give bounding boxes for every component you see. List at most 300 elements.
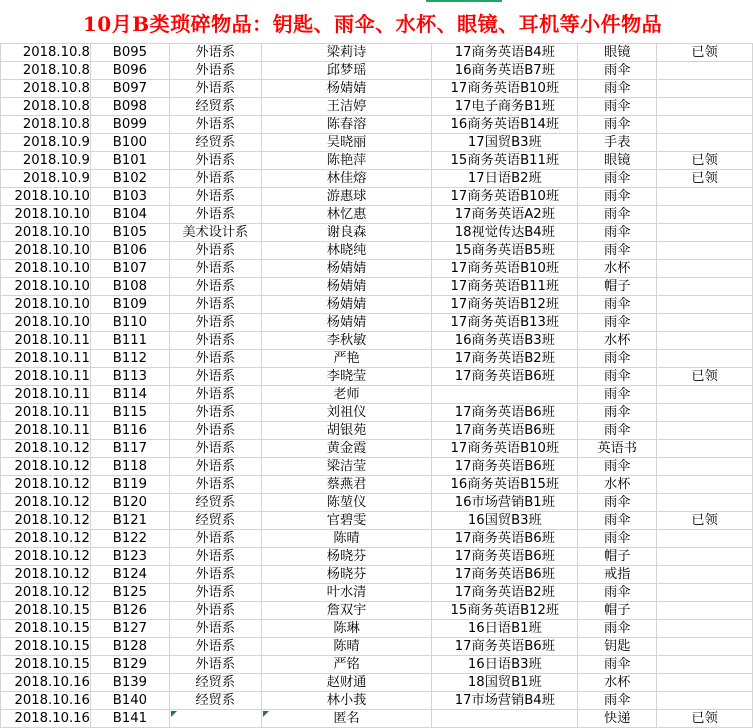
cell-item[interactable]: 眼镜 bbox=[578, 44, 657, 62]
cell-code[interactable]: B114 bbox=[90, 386, 169, 404]
cell-date[interactable]: 2018.10.12 bbox=[1, 548, 91, 566]
table-row bbox=[1, 242, 753, 260]
cell-date[interactable]: 2018.10.16 bbox=[1, 674, 91, 692]
cell-name[interactable]: 吴晓丽 bbox=[261, 134, 432, 152]
cell-date[interactable]: 2018.10.12 bbox=[1, 440, 91, 458]
cell-date[interactable]: 2018.10.16 bbox=[1, 710, 91, 728]
cell-code[interactable]: B139 bbox=[90, 674, 169, 692]
cell-class[interactable]: 15商务英语B5班 bbox=[432, 242, 578, 260]
cell-class[interactable]: 17电子商务B1班 bbox=[432, 98, 578, 116]
cell-status[interactable] bbox=[657, 62, 753, 80]
cell-code[interactable]: B106 bbox=[90, 242, 169, 260]
cell-code[interactable]: B112 bbox=[90, 350, 169, 368]
cell-class[interactable]: 16日语B3班 bbox=[432, 656, 578, 674]
cell-date[interactable]: 2018.10.11 bbox=[1, 350, 91, 368]
cell-status[interactable] bbox=[657, 530, 753, 548]
cell-dept[interactable]: 外语系 bbox=[169, 476, 261, 494]
sheet-title: 10月B类琐碎物品：钥匙、雨伞、水杯、眼镜、耳机等小件物品 bbox=[82, 12, 663, 36]
cell-dept[interactable]: 经贸系 bbox=[169, 134, 261, 152]
cell-status[interactable] bbox=[657, 242, 753, 260]
cell-name[interactable]: 李晓莹 bbox=[261, 368, 432, 386]
cell-date[interactable]: 2018.10.11 bbox=[1, 332, 91, 350]
cell-date[interactable]: 2018.10.11 bbox=[1, 368, 91, 386]
cell-status[interactable] bbox=[657, 620, 753, 638]
cell-name[interactable]: 杨婧婧 bbox=[261, 278, 432, 296]
cell-code[interactable]: B102 bbox=[90, 170, 169, 188]
cell-code[interactable]: B125 bbox=[90, 584, 169, 602]
cell-class[interactable]: 16商务英语B7班 bbox=[432, 62, 578, 80]
cell-code[interactable]: B097 bbox=[90, 80, 169, 98]
cell-dept[interactable] bbox=[169, 710, 261, 728]
cell-item[interactable]: 雨伞 bbox=[578, 350, 657, 368]
cell-dept[interactable]: 外语系 bbox=[169, 170, 261, 188]
cell-dept[interactable]: 外语系 bbox=[169, 404, 261, 422]
cell-dept[interactable]: 外语系 bbox=[169, 368, 261, 386]
cell-name[interactable]: 邱梦瑶 bbox=[261, 62, 432, 80]
cell-item[interactable]: 手表 bbox=[578, 134, 657, 152]
cell-name[interactable]: 林佳熔 bbox=[261, 170, 432, 188]
cell-date[interactable]: 2018.10.12 bbox=[1, 494, 91, 512]
cell-item[interactable]: 帽子 bbox=[578, 602, 657, 620]
cell-class[interactable]: 17商务英语B10班 bbox=[432, 260, 578, 278]
cell-date[interactable]: 2018.10.10 bbox=[1, 260, 91, 278]
cell-dept[interactable]: 外语系 bbox=[169, 242, 261, 260]
cell-date[interactable]: 2018.10.16 bbox=[1, 692, 91, 710]
cell-class[interactable]: 17日语B2班 bbox=[432, 170, 578, 188]
cell-date[interactable]: 2018.10.12 bbox=[1, 566, 91, 584]
cell-date[interactable]: 2018.10.8 bbox=[1, 98, 91, 116]
cell-status[interactable] bbox=[657, 206, 753, 224]
cell-class[interactable]: 17商务英语B6班 bbox=[432, 404, 578, 422]
cell-name[interactable]: 匿名 bbox=[261, 710, 432, 728]
cell-name[interactable]: 蔡燕君 bbox=[261, 476, 432, 494]
cell-status[interactable] bbox=[657, 422, 753, 440]
cell-status[interactable] bbox=[657, 332, 753, 350]
table-row bbox=[1, 404, 753, 422]
cell-item[interactable]: 雨伞 bbox=[578, 458, 657, 476]
cell-name[interactable]: 林小莪 bbox=[261, 692, 432, 710]
cell-code[interactable]: B108 bbox=[90, 278, 169, 296]
cell-status[interactable]: 已领 bbox=[657, 368, 753, 386]
table-row bbox=[1, 314, 753, 332]
cell-name[interactable]: 谢良森 bbox=[261, 224, 432, 242]
cell-dept[interactable]: 外语系 bbox=[169, 152, 261, 170]
cell-date[interactable]: 2018.10.9 bbox=[1, 170, 91, 188]
cell-date[interactable]: 2018.10.10 bbox=[1, 188, 91, 206]
cell-status[interactable] bbox=[657, 692, 753, 710]
cell-class[interactable]: 17商务英语B6班 bbox=[432, 548, 578, 566]
cell-item[interactable]: 雨伞 bbox=[578, 422, 657, 440]
cell-status[interactable] bbox=[657, 224, 753, 242]
cell-class[interactable]: 17商务英语B10班 bbox=[432, 80, 578, 98]
cell-code[interactable]: B100 bbox=[90, 134, 169, 152]
table-row bbox=[1, 116, 753, 134]
table-row bbox=[1, 584, 753, 602]
cell-code[interactable]: B118 bbox=[90, 458, 169, 476]
cell-name[interactable]: 杨婧婧 bbox=[261, 314, 432, 332]
cell-date[interactable]: 2018.10.12 bbox=[1, 530, 91, 548]
table-row bbox=[1, 440, 753, 458]
cell-item[interactable]: 雨伞 bbox=[578, 404, 657, 422]
cell-item[interactable]: 水杯 bbox=[578, 260, 657, 278]
cell-status[interactable] bbox=[657, 566, 753, 584]
cell-item[interactable]: 帽子 bbox=[578, 548, 657, 566]
cell-date[interactable]: 2018.10.8 bbox=[1, 44, 91, 62]
cell-status[interactable] bbox=[657, 602, 753, 620]
cell-code[interactable]: B127 bbox=[90, 620, 169, 638]
table-row bbox=[1, 476, 753, 494]
cell-item[interactable]: 快递 bbox=[578, 710, 657, 728]
table-row bbox=[1, 710, 753, 728]
cell-dept[interactable]: 外语系 bbox=[169, 656, 261, 674]
cell-class[interactable]: 17商务英语B10班 bbox=[432, 440, 578, 458]
cell-date[interactable]: 2018.10.12 bbox=[1, 458, 91, 476]
cell-status[interactable] bbox=[657, 296, 753, 314]
cell-dept[interactable]: 外语系 bbox=[169, 602, 261, 620]
cell-class[interactable]: 18国贸B1班 bbox=[432, 674, 578, 692]
table-row bbox=[1, 152, 753, 170]
cell-name[interactable]: 詹双宇 bbox=[261, 602, 432, 620]
cell-date[interactable]: 2018.10.15 bbox=[1, 638, 91, 656]
cell-name[interactable]: 刘祖仪 bbox=[261, 404, 432, 422]
cell-name[interactable]: 梁莉诗 bbox=[261, 44, 432, 62]
cell-name[interactable]: 王洁婷 bbox=[261, 98, 432, 116]
table-row bbox=[1, 494, 753, 512]
cell-date[interactable]: 2018.10.8 bbox=[1, 80, 91, 98]
cell-date[interactable]: 2018.10.10 bbox=[1, 242, 91, 260]
cell-date[interactable]: 2018.10.11 bbox=[1, 422, 91, 440]
cell-date[interactable]: 2018.10.11 bbox=[1, 386, 91, 404]
cell-status[interactable] bbox=[657, 80, 753, 98]
cell-status[interactable]: 已领 bbox=[657, 710, 753, 728]
cell-status[interactable] bbox=[657, 116, 753, 134]
cell-name[interactable]: 杨晓芬 bbox=[261, 548, 432, 566]
cell-name[interactable]: 老师 bbox=[261, 386, 432, 404]
cell-date[interactable]: 2018.10.15 bbox=[1, 602, 91, 620]
cell-date[interactable]: 2018.10.10 bbox=[1, 224, 91, 242]
cell-name[interactable]: 杨婧婧 bbox=[261, 296, 432, 314]
cell-class[interactable]: 17商务英语B10班 bbox=[432, 188, 578, 206]
cell-code[interactable]: B109 bbox=[90, 296, 169, 314]
cell-status[interactable] bbox=[657, 656, 753, 674]
table-row bbox=[1, 386, 753, 404]
cell-dept[interactable]: 外语系 bbox=[169, 314, 261, 332]
cell-dept[interactable]: 外语系 bbox=[169, 548, 261, 566]
cell-status[interactable] bbox=[657, 458, 753, 476]
data-table bbox=[0, 43, 753, 728]
cell-dept[interactable]: 外语系 bbox=[169, 206, 261, 224]
cell-class[interactable]: 17商务英语B6班 bbox=[432, 638, 578, 656]
cell-item[interactable]: 戒指 bbox=[578, 566, 657, 584]
cell-name[interactable]: 林忆惠 bbox=[261, 206, 432, 224]
cell-date[interactable]: 2018.10.8 bbox=[1, 116, 91, 134]
cell-date[interactable]: 2018.10.10 bbox=[1, 314, 91, 332]
cell-status[interactable] bbox=[657, 278, 753, 296]
cell-code[interactable]: B120 bbox=[90, 494, 169, 512]
cell-dept[interactable]: 外语系 bbox=[169, 620, 261, 638]
cell-dept[interactable]: 外语系 bbox=[169, 458, 261, 476]
cell-status[interactable] bbox=[657, 584, 753, 602]
cell-date[interactable]: 2018.10.15 bbox=[1, 656, 91, 674]
cell-dept[interactable]: 外语系 bbox=[169, 80, 261, 98]
cell-class[interactable] bbox=[432, 386, 578, 404]
cell-class[interactable]: 16商务英语B14班 bbox=[432, 116, 578, 134]
cell-code[interactable]: B128 bbox=[90, 638, 169, 656]
cell-name[interactable]: 严艳 bbox=[261, 350, 432, 368]
cell-code[interactable]: B124 bbox=[90, 566, 169, 584]
cell-name[interactable]: 官碧雯 bbox=[261, 512, 432, 530]
cell-name[interactable]: 林晓纯 bbox=[261, 242, 432, 260]
cell-item[interactable]: 雨伞 bbox=[578, 188, 657, 206]
cell-date[interactable]: 2018.10.10 bbox=[1, 296, 91, 314]
cell-item[interactable]: 水杯 bbox=[578, 674, 657, 692]
cell-marker-icon bbox=[263, 711, 269, 717]
cell-status[interactable]: 已领 bbox=[657, 512, 753, 530]
cell-item[interactable]: 雨伞 bbox=[578, 620, 657, 638]
cell-status[interactable] bbox=[657, 98, 753, 116]
cell-class[interactable]: 15商务英语B12班 bbox=[432, 602, 578, 620]
cell-class[interactable]: 16国贸B3班 bbox=[432, 512, 578, 530]
cell-dept[interactable]: 外语系 bbox=[169, 584, 261, 602]
cell-class[interactable]: 18视觉传达B4班 bbox=[432, 224, 578, 242]
cell-class[interactable]: 16商务英语B15班 bbox=[432, 476, 578, 494]
cell-status[interactable] bbox=[657, 404, 753, 422]
cell-status[interactable]: 已领 bbox=[657, 152, 753, 170]
cell-code[interactable]: B096 bbox=[90, 62, 169, 80]
cell-code[interactable]: B099 bbox=[90, 116, 169, 134]
cell-dept[interactable]: 外语系 bbox=[169, 278, 261, 296]
table-row bbox=[1, 458, 753, 476]
cell-code[interactable]: B104 bbox=[90, 206, 169, 224]
cell-status[interactable] bbox=[657, 134, 753, 152]
cell-item[interactable]: 雨伞 bbox=[578, 584, 657, 602]
cell-class[interactable]: 17商务英语B11班 bbox=[432, 278, 578, 296]
cell-name[interactable]: 叶水清 bbox=[261, 584, 432, 602]
cell-item[interactable]: 水杯 bbox=[578, 332, 657, 350]
cell-dept[interactable]: 外语系 bbox=[169, 566, 261, 584]
cell-item[interactable]: 雨伞 bbox=[578, 242, 657, 260]
cell-item[interactable]: 雨伞 bbox=[578, 494, 657, 512]
cell-dept[interactable]: 外语系 bbox=[169, 332, 261, 350]
table-row bbox=[1, 80, 753, 98]
table-row bbox=[1, 206, 753, 224]
table-row bbox=[1, 422, 753, 440]
cell-date[interactable]: 2018.10.12 bbox=[1, 476, 91, 494]
cell-class[interactable]: 16商务英语B3班 bbox=[432, 332, 578, 350]
cell-item[interactable]: 雨伞 bbox=[578, 512, 657, 530]
table-row bbox=[1, 170, 753, 188]
cell-class[interactable]: 17商务英语B6班 bbox=[432, 530, 578, 548]
cell-date[interactable]: 2018.10.12 bbox=[1, 512, 91, 530]
cell-code[interactable]: B116 bbox=[90, 422, 169, 440]
cell-item[interactable]: 雨伞 bbox=[578, 296, 657, 314]
cell-item[interactable]: 眼镜 bbox=[578, 152, 657, 170]
cell-item[interactable]: 水杯 bbox=[578, 476, 657, 494]
cell-date[interactable]: 2018.10.9 bbox=[1, 134, 91, 152]
cell-code[interactable]: B111 bbox=[90, 332, 169, 350]
cell-dept[interactable]: 外语系 bbox=[169, 386, 261, 404]
cell-code[interactable]: B140 bbox=[90, 692, 169, 710]
cell-code[interactable]: B122 bbox=[90, 530, 169, 548]
cell-code[interactable]: B141 bbox=[90, 710, 169, 728]
cell-item[interactable]: 雨伞 bbox=[578, 62, 657, 80]
cell-class[interactable]: 17商务英语B6班 bbox=[432, 458, 578, 476]
cell-class[interactable]: 17商务英语B4班 bbox=[432, 44, 578, 62]
cell-class[interactable]: 17国贸B3班 bbox=[432, 134, 578, 152]
cell-date[interactable]: 2018.10.10 bbox=[1, 278, 91, 296]
cell-marker-icon bbox=[171, 711, 177, 717]
cell-code[interactable]: B105 bbox=[90, 224, 169, 242]
cell-dept[interactable]: 经贸系 bbox=[169, 674, 261, 692]
cell-dept[interactable]: 外语系 bbox=[169, 638, 261, 656]
cell-class[interactable]: 17商务英语B6班 bbox=[432, 368, 578, 386]
cell-class[interactable]: 17商务英语B2班 bbox=[432, 350, 578, 368]
cell-status[interactable] bbox=[657, 674, 753, 692]
cell-name[interactable]: 黄金霞 bbox=[261, 440, 432, 458]
table-row bbox=[1, 224, 753, 242]
cell-name[interactable]: 陈晴 bbox=[261, 638, 432, 656]
title-cell[interactable] bbox=[0, 2, 753, 44]
table-row bbox=[1, 566, 753, 584]
cell-date[interactable]: 2018.10.12 bbox=[1, 584, 91, 602]
cell-dept[interactable]: 外语系 bbox=[169, 188, 261, 206]
cell-dept[interactable]: 外语系 bbox=[169, 116, 261, 134]
cell-status[interactable] bbox=[657, 548, 753, 566]
cell-dept[interactable]: 外语系 bbox=[169, 440, 261, 458]
cell-name[interactable]: 李秋敏 bbox=[261, 332, 432, 350]
cell-dept[interactable]: 外语系 bbox=[169, 530, 261, 548]
cell-item[interactable]: 雨伞 bbox=[578, 530, 657, 548]
cell-name[interactable]: 杨晓芬 bbox=[261, 566, 432, 584]
table-row bbox=[1, 656, 753, 674]
cell-name[interactable]: 胡银苑 bbox=[261, 422, 432, 440]
cell-code[interactable]: B095 bbox=[90, 44, 169, 62]
table-row bbox=[1, 98, 753, 116]
cell-item[interactable]: 雨伞 bbox=[578, 206, 657, 224]
cell-class[interactable]: 17商务英语B6班 bbox=[432, 422, 578, 440]
cell-status[interactable] bbox=[657, 260, 753, 278]
cell-status[interactable] bbox=[657, 386, 753, 404]
cell-name[interactable]: 陈晴 bbox=[261, 530, 432, 548]
cell-item[interactable]: 雨伞 bbox=[578, 116, 657, 134]
cell-status[interactable] bbox=[657, 476, 753, 494]
cell-class[interactable]: 16市场营销B1班 bbox=[432, 494, 578, 512]
cell-status[interactable]: 已领 bbox=[657, 44, 753, 62]
cell-status[interactable] bbox=[657, 440, 753, 458]
cell-dept[interactable]: 经贸系 bbox=[169, 692, 261, 710]
table-row bbox=[1, 548, 753, 566]
cell-status[interactable] bbox=[657, 638, 753, 656]
cell-class[interactable]: 17商务英语B6班 bbox=[432, 566, 578, 584]
table-row bbox=[1, 602, 753, 620]
cell-dept[interactable]: 外语系 bbox=[169, 62, 261, 80]
cell-item[interactable]: 雨伞 bbox=[578, 314, 657, 332]
cell-class[interactable] bbox=[432, 710, 578, 728]
cell-code[interactable]: B110 bbox=[90, 314, 169, 332]
cell-code[interactable]: B121 bbox=[90, 512, 169, 530]
cell-item[interactable]: 雨伞 bbox=[578, 224, 657, 242]
cell-name[interactable]: 杨婧婧 bbox=[261, 260, 432, 278]
cell-class[interactable]: 16日语B1班 bbox=[432, 620, 578, 638]
cell-item[interactable]: 雨伞 bbox=[578, 386, 657, 404]
cell-dept[interactable]: 外语系 bbox=[169, 44, 261, 62]
cell-item[interactable]: 雨伞 bbox=[578, 368, 657, 386]
cell-date[interactable]: 2018.10.15 bbox=[1, 620, 91, 638]
cell-name[interactable]: 赵财通 bbox=[261, 674, 432, 692]
cell-name[interactable]: 陈艳萍 bbox=[261, 152, 432, 170]
cell-date[interactable]: 2018.10.9 bbox=[1, 152, 91, 170]
table-row bbox=[1, 638, 753, 656]
cell-class[interactable]: 17市场营销B4班 bbox=[432, 692, 578, 710]
cell-code[interactable]: B113 bbox=[90, 368, 169, 386]
cell-class[interactable]: 17商务英语B2班 bbox=[432, 584, 578, 602]
cell-item[interactable]: 雨伞 bbox=[578, 80, 657, 98]
cell-status[interactable] bbox=[657, 350, 753, 368]
cell-name[interactable]: 梁洁莹 bbox=[261, 458, 432, 476]
table-row bbox=[1, 278, 753, 296]
cell-code[interactable]: B101 bbox=[90, 152, 169, 170]
cell-date[interactable]: 2018.10.11 bbox=[1, 404, 91, 422]
cell-item[interactable]: 雨伞 bbox=[578, 656, 657, 674]
cell-code[interactable]: B126 bbox=[90, 602, 169, 620]
table-row bbox=[1, 692, 753, 710]
cell-dept[interactable]: 经贸系 bbox=[169, 494, 261, 512]
cell-date[interactable]: 2018.10.10 bbox=[1, 206, 91, 224]
cell-class[interactable]: 17商务英语B12班 bbox=[432, 296, 578, 314]
table-row bbox=[1, 62, 753, 80]
cell-code[interactable]: B129 bbox=[90, 656, 169, 674]
cell-dept[interactable]: 外语系 bbox=[169, 350, 261, 368]
cell-dept[interactable]: 经贸系 bbox=[169, 98, 261, 116]
cell-code[interactable]: B117 bbox=[90, 440, 169, 458]
cell-status[interactable] bbox=[657, 494, 753, 512]
cell-date[interactable]: 2018.10.8 bbox=[1, 62, 91, 80]
cell-item[interactable]: 雨伞 bbox=[578, 170, 657, 188]
cell-class[interactable]: 17商务英语B13班 bbox=[432, 314, 578, 332]
cell-dept[interactable]: 外语系 bbox=[169, 296, 261, 314]
cell-item[interactable]: 雨伞 bbox=[578, 692, 657, 710]
cell-item[interactable]: 帽子 bbox=[578, 278, 657, 296]
cell-name[interactable]: 杨婧婧 bbox=[261, 80, 432, 98]
cell-item[interactable]: 英语书 bbox=[578, 440, 657, 458]
cell-code[interactable]: B098 bbox=[90, 98, 169, 116]
cell-code[interactable]: B119 bbox=[90, 476, 169, 494]
cell-status[interactable] bbox=[657, 314, 753, 332]
cell-name[interactable]: 陈琳 bbox=[261, 620, 432, 638]
table-row bbox=[1, 350, 753, 368]
cell-code[interactable]: B123 bbox=[90, 548, 169, 566]
cell-class[interactable]: 15商务英语B11班 bbox=[432, 152, 578, 170]
cell-dept[interactable]: 经贸系 bbox=[169, 512, 261, 530]
cell-class[interactable]: 17商务英语A2班 bbox=[432, 206, 578, 224]
cell-dept[interactable]: 外语系 bbox=[169, 422, 261, 440]
cell-name[interactable]: 游惠球 bbox=[261, 188, 432, 206]
cell-code[interactable]: B115 bbox=[90, 404, 169, 422]
cell-code[interactable]: B103 bbox=[90, 188, 169, 206]
cell-dept[interactable]: 美术设计系 bbox=[169, 224, 261, 242]
cell-status[interactable] bbox=[657, 188, 753, 206]
cell-name[interactable]: 陈堃仪 bbox=[261, 494, 432, 512]
table-row bbox=[1, 512, 753, 530]
cell-item[interactable]: 钥匙 bbox=[578, 638, 657, 656]
cell-item[interactable]: 雨伞 bbox=[578, 98, 657, 116]
table-row bbox=[1, 260, 753, 278]
cell-code[interactable]: B107 bbox=[90, 260, 169, 278]
cell-dept[interactable]: 外语系 bbox=[169, 260, 261, 278]
cell-name[interactable]: 陈春溶 bbox=[261, 116, 432, 134]
cell-name[interactable]: 严铭 bbox=[261, 656, 432, 674]
cell-status[interactable]: 已领 bbox=[657, 170, 753, 188]
